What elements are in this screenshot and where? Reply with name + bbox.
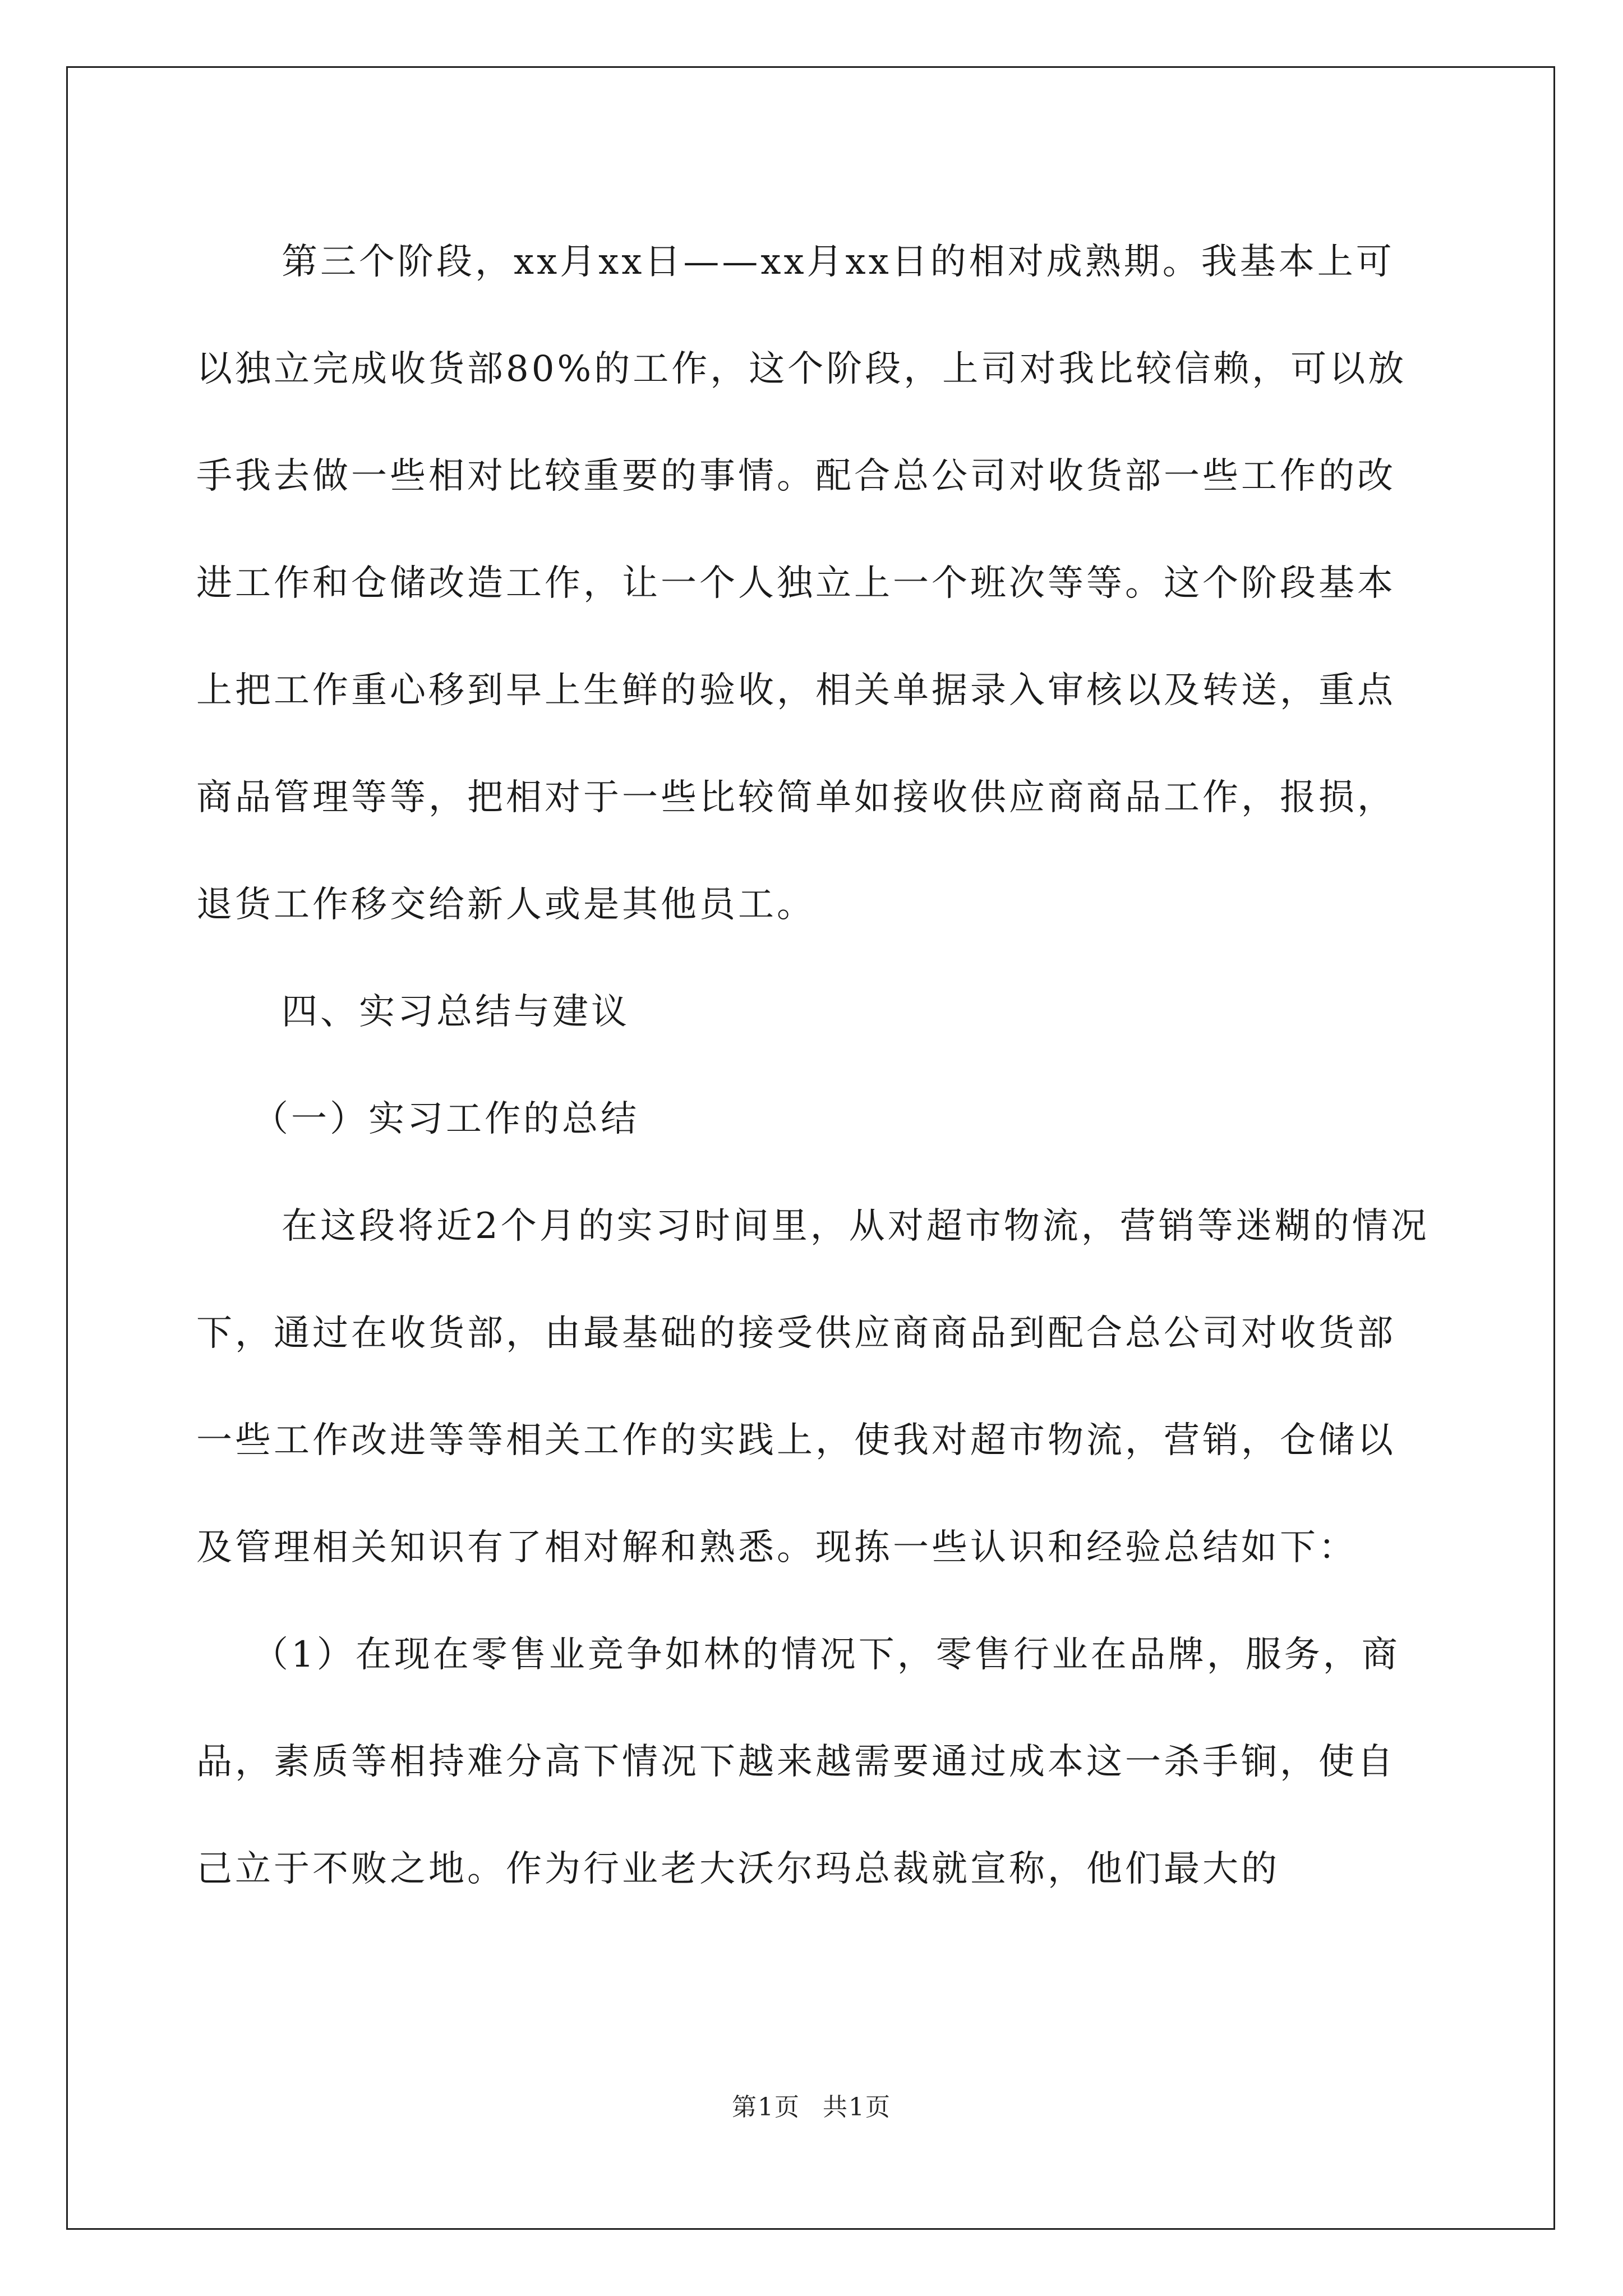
paragraph-point-one: （1）在现在零售业竞争如林的情况下，零售行业在品牌，服务，商品，素质等相持难分高下情况下越来越需要通过成本这一杀手锏，使自己立于不败之地。作为行业老大沃尔玛总裁就宣称，他们最大的 bbox=[196, 1634, 1400, 1890]
paragraph-stage-three: 第三个阶段，xx月xx日——xx月xx日的相对成熟期。我基本上可以独立完成收货部80%的工作，这个阶段，上司对我比较信赖，可以放手我去做一些相对比较重要的事情。配合总公司对收货部一些工作的改进工作和仓储改造工作，让一个人独立上一个班次等等。这个阶段基本上把工作重心移到早上生鲜的验收，相关单据录入审核以及转送，重点商品管理等等，把相对于一些比较简单如接收供应商商品工作，报损，退货工作移交给新人或是其他员工。 bbox=[196, 241, 1407, 926]
document-body bbox=[196, 209, 1430, 1923]
section-heading: 四、实习总结与建议 bbox=[282, 991, 630, 1033]
page-footer bbox=[0, 2087, 1623, 2123]
page-number: 第1页 bbox=[732, 2093, 800, 2122]
subsection-heading: （一）实习工作的总结 bbox=[252, 1098, 639, 1140]
page-total: 共1页 bbox=[823, 2093, 891, 2122]
paragraph-summary: 在这段将近2个月的实习时间里，从对超市物流，营销等迷糊的情况下，通过在收货部，由最基础的接受供应商商品到配合总公司对收货部一些工作改进等等相关工作的实践上，使我对超市物流，营销，仓储以及管理相关知识有了相对解和熟悉。现拣一些认识和经验总结如下： bbox=[196, 1205, 1430, 1568]
